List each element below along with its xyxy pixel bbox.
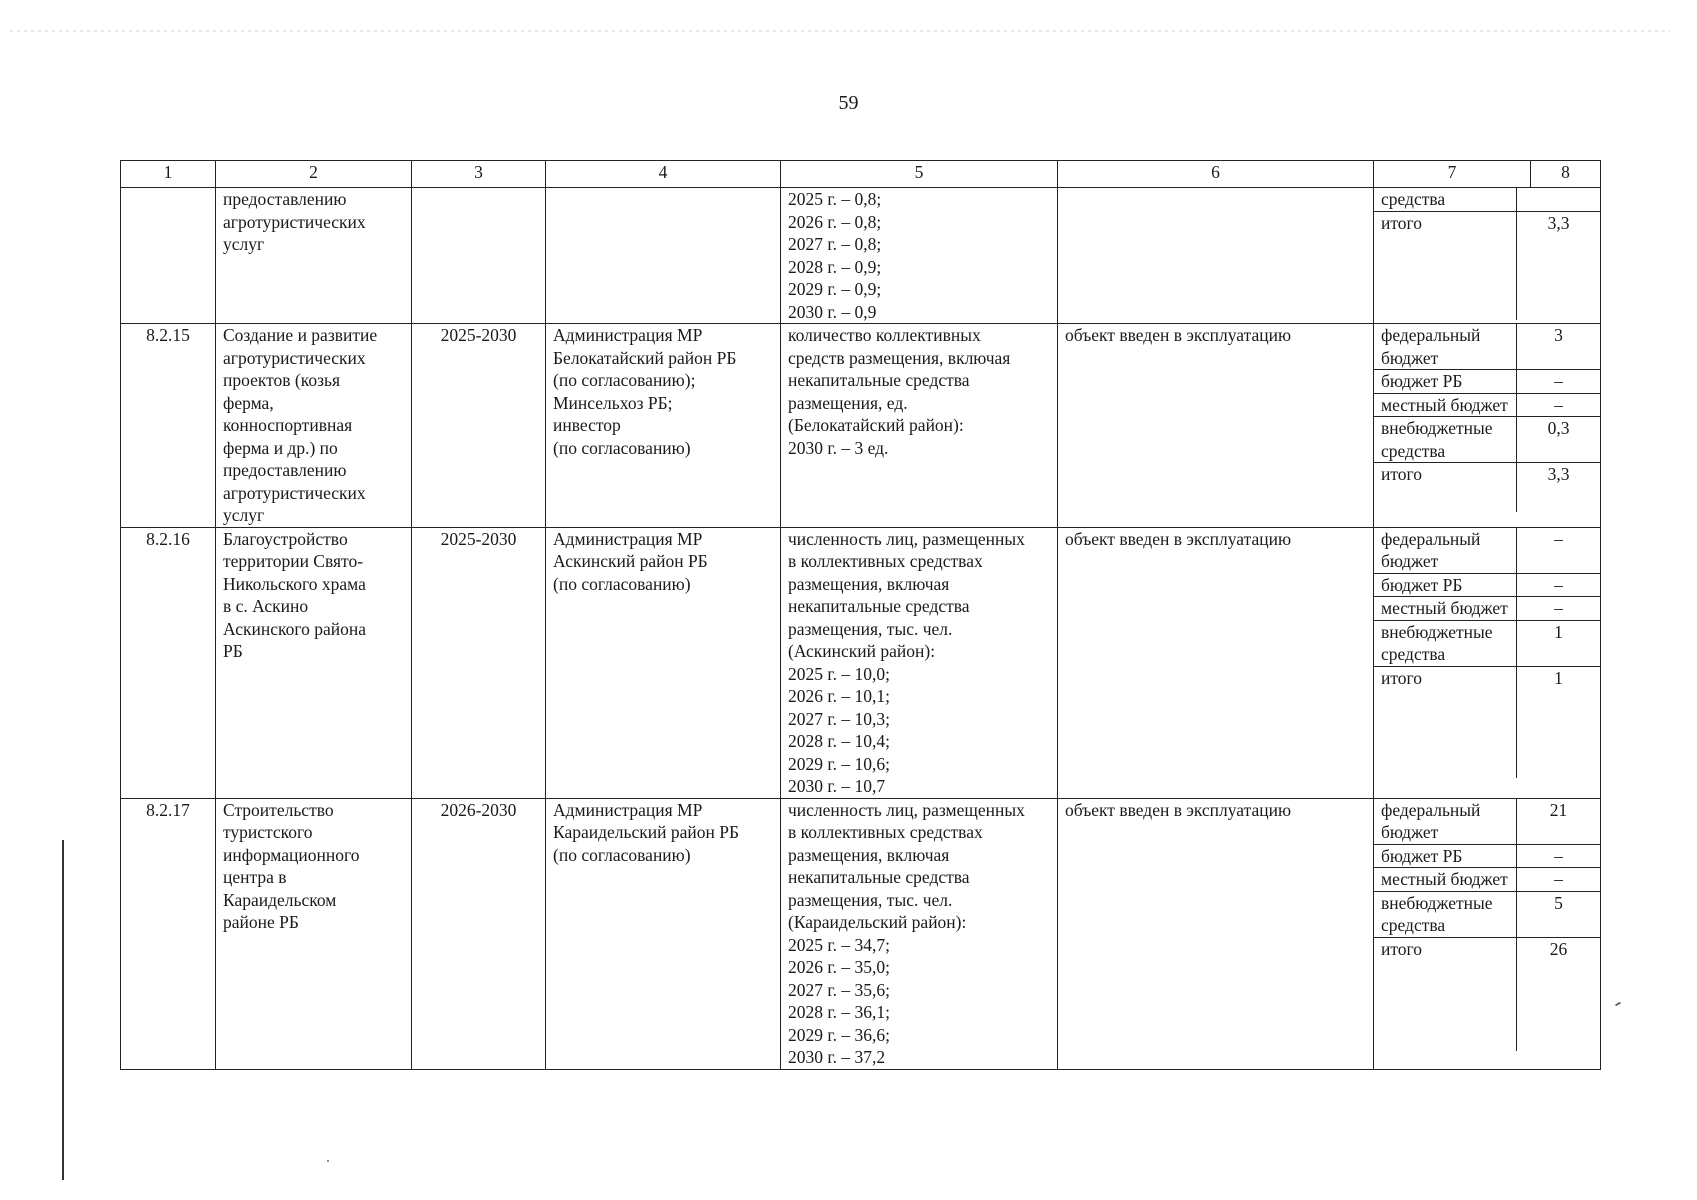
funding-amount: –: [1517, 844, 1601, 868]
measure-indicator: [781, 188, 1058, 324]
measure-name: [216, 527, 412, 798]
indicator-line: 2026 г. – 0,8;: [788, 211, 882, 232]
name-line: предоставлению: [223, 189, 347, 209]
table-row: [121, 324, 1601, 528]
funding-source: федеральный бюджет: [1374, 528, 1517, 574]
funding-row: [1374, 868, 1600, 892]
funding-amount: 26: [1517, 937, 1601, 1051]
indicator-line: в коллективных средствах: [788, 551, 983, 571]
name-line: предоставлению: [223, 460, 347, 480]
measure-indicator: [781, 324, 1058, 528]
indicator-line: некапитальные средства: [788, 867, 970, 887]
indicator-line: 2027 г. – 0,8;: [788, 234, 882, 254]
funding-row: [1374, 844, 1600, 868]
indicator-line: 2030 г. – 10,7: [788, 776, 886, 796]
funding-row: [1374, 891, 1600, 937]
funding-source: федеральный бюджет: [1374, 799, 1517, 845]
executors-line: Аскинский район РБ: [553, 551, 708, 571]
indicator-line: 2029 г. – 10,6;: [788, 753, 890, 774]
executors-line: Администрация МР: [553, 325, 703, 345]
name-line: районе РБ: [223, 912, 299, 932]
executors-line: Администрация МР: [553, 799, 703, 820]
measure-result: объект введен в эксплуатацию: [1058, 798, 1374, 1069]
funding-source: средства: [1374, 188, 1517, 211]
funding-amount: 5: [1517, 891, 1601, 937]
funding-source: местный бюджет: [1374, 868, 1517, 892]
funding-row: [1374, 597, 1600, 621]
funding-amount: 3: [1517, 324, 1601, 370]
funding-source: итого: [1381, 212, 1423, 233]
measure-result: [1058, 188, 1374, 324]
funding-cell: [1374, 188, 1601, 324]
header-cell: 1: [121, 161, 216, 188]
funding-row: [1374, 666, 1600, 778]
indicator-line: 2028 г. – 36,1;: [788, 1002, 890, 1022]
indicator-line: некапитальные средства: [788, 370, 970, 390]
indicator-line: размещения, включая: [788, 844, 950, 865]
indicator-line: 2025 г. – 0,8;: [788, 189, 882, 209]
executors-line: (по согласованию): [553, 844, 691, 865]
name-line: услуг: [223, 505, 265, 525]
name-line: информационного: [223, 844, 360, 865]
funding-amount: –: [1517, 868, 1601, 892]
indicator-line: 2027 г. – 35,6;: [788, 979, 890, 1000]
measure-period: [412, 188, 546, 324]
indicator-line: 2029 г. – 0,9;: [788, 279, 882, 299]
measure-period: 2025-2030: [412, 324, 546, 528]
header-cell: 7: [1447, 162, 1457, 182]
name-line: проектов (козья: [223, 370, 341, 390]
measure-number: 8.2.16: [121, 527, 216, 798]
indicator-line: 2026 г. – 35,0;: [788, 957, 890, 977]
name-line: ферма и др.) по: [223, 437, 338, 458]
funding-amount: 0,3: [1517, 417, 1601, 463]
measure-number: [121, 188, 216, 324]
funding-row: [1374, 211, 1600, 320]
funding-row: [1374, 370, 1600, 394]
indicator-line: 2029 г. – 36,6;: [788, 1024, 890, 1045]
name-line: Аскинского района: [223, 618, 366, 639]
funding-cell: [1374, 527, 1601, 798]
measure-result: объект введен в эксплуатацию: [1058, 527, 1374, 798]
indicator-line: 2025 г. – 34,7;: [788, 934, 890, 955]
indicator-line: (Аскинский район):: [788, 641, 936, 661]
funding-cell: [1374, 798, 1601, 1069]
funding-row: [1374, 324, 1600, 370]
funding-row: [1374, 528, 1600, 574]
name-line: Строительство: [223, 799, 334, 820]
scan-speck: [1615, 1002, 1621, 1007]
funding-row: [1374, 573, 1600, 597]
measure-executors: [546, 527, 781, 798]
funding-amount: 1: [1517, 620, 1601, 666]
funding-amount: –: [1517, 370, 1601, 394]
funding-table: [1374, 324, 1600, 512]
funding-row: [1374, 937, 1600, 1051]
indicator-line: размещения, тыс. чел.: [788, 618, 953, 639]
indicator-line: (Караидельский район):: [788, 912, 967, 932]
indicator-line: 2026 г. – 10,1;: [788, 686, 890, 706]
funding-source: внебюджетные средства: [1374, 891, 1517, 937]
name-line: Создание и развитие: [223, 325, 378, 345]
funding-source: бюджет РБ: [1374, 370, 1517, 394]
scan-speck: [327, 1160, 329, 1162]
header-cell: 3: [412, 161, 546, 188]
executors-line: инвестор: [553, 415, 621, 435]
funding-source: внебюджетные средства: [1374, 620, 1517, 666]
table-row: [121, 798, 1601, 1069]
funding-source: внебюджетные средства: [1374, 417, 1517, 463]
executors-line: Караидельский район РБ: [553, 822, 740, 842]
name-line: агротуристических: [223, 482, 366, 503]
name-line: Никольского храма: [223, 573, 366, 594]
indicator-line: 2028 г. – 0,9;: [788, 256, 882, 277]
funding-amount: –: [1517, 597, 1601, 621]
name-line: услуг: [223, 234, 265, 254]
measure-number: 8.2.15: [121, 324, 216, 528]
funding-row: [1374, 463, 1600, 513]
funding-amount: 3,3: [1517, 211, 1601, 320]
measure-indicator: [781, 798, 1058, 1069]
table-body: [121, 188, 1601, 1070]
funding-source: федеральный бюджет: [1374, 324, 1517, 370]
header-cell: 2: [216, 161, 412, 188]
table-row: [121, 527, 1601, 798]
funding-row: [1374, 393, 1600, 417]
funding-amount: 21: [1517, 799, 1601, 845]
funding-row: [1374, 799, 1600, 845]
funding-amount: 3,3: [1517, 463, 1601, 513]
executors-line: (по согласованию);: [553, 370, 696, 390]
header-cell-funding: [1374, 161, 1601, 188]
name-line: в с. Аскино: [223, 596, 309, 616]
indicator-line: некапитальные средства: [788, 596, 970, 616]
indicator-line: 2027 г. – 10,3;: [788, 708, 890, 729]
name-line: Благоустройство: [223, 528, 348, 549]
measure-indicator: [781, 527, 1058, 798]
measure-executors: [546, 798, 781, 1069]
indicator-line: численность лиц, размещенных: [788, 528, 1025, 549]
funding-source: бюджет РБ: [1374, 844, 1517, 868]
funding-table: [1374, 188, 1600, 320]
funding-source: итого: [1381, 464, 1423, 484]
name-line: агротуристических: [223, 347, 366, 368]
funding-source: итого: [1381, 938, 1423, 959]
funding-amount: –: [1517, 573, 1601, 597]
measure-name: [216, 188, 412, 324]
name-line: территории Свято-: [223, 551, 364, 571]
measure-result: объект введен в эксплуатацию: [1058, 324, 1374, 528]
indicator-line: 2030 г. – 3 ед.: [788, 437, 889, 458]
executors-line: (по согласованию): [553, 437, 691, 458]
measure-executors: [546, 324, 781, 528]
executors-line: (по согласованию): [553, 573, 691, 594]
indicator-line: (Белокатайский район):: [788, 415, 964, 435]
measure-executors: [546, 188, 781, 324]
page-number: 59: [838, 92, 859, 114]
funding-row: [1374, 620, 1600, 666]
executors-line: Администрация МР: [553, 528, 703, 549]
measure-name: [216, 324, 412, 528]
funding-amount: –: [1517, 528, 1601, 574]
scan-edge-line: [62, 840, 64, 1180]
name-line: агротуристических: [223, 211, 366, 232]
name-line: туристского: [223, 822, 313, 842]
funding-amount: 1: [1517, 666, 1601, 778]
name-line: центра в: [223, 867, 287, 887]
funding-source: местный бюджет: [1374, 597, 1517, 621]
indicator-line: численность лиц, размещенных: [788, 799, 1025, 820]
indicator-line: размещения, включая: [788, 573, 950, 594]
header-cell: 4: [546, 161, 781, 188]
header-cell: 6: [1058, 161, 1374, 188]
indicator-line: 2030 г. – 37,2: [788, 1047, 886, 1067]
funding-amount: –: [1517, 393, 1601, 417]
funding-cell: [1374, 324, 1601, 528]
measure-number: 8.2.17: [121, 798, 216, 1069]
funding-row: [1374, 417, 1600, 463]
indicator-line: количество коллективных: [788, 325, 981, 345]
funding-source: итого: [1381, 667, 1423, 688]
funding-row: [1374, 188, 1600, 211]
scan-noise-top: [10, 30, 1670, 32]
funding-table: [1374, 528, 1600, 778]
table-header-row: [121, 161, 1601, 188]
indicator-line: в коллективных средствах: [788, 822, 983, 842]
name-line: ферма,: [223, 392, 274, 413]
measures-table: [120, 160, 1601, 1070]
funding-source: местный бюджет: [1374, 393, 1517, 417]
indicator-line: 2025 г. – 10,0;: [788, 663, 890, 684]
table-row: [121, 188, 1601, 324]
indicator-line: средств размещения, включая: [788, 347, 1011, 368]
executors-line: Белокатайский район РБ: [553, 347, 737, 368]
header-cell: 8: [1531, 161, 1601, 187]
executors-line: Минсельхоз РБ;: [553, 392, 673, 413]
header-cell: 5: [781, 161, 1058, 188]
funding-source: бюджет РБ: [1374, 573, 1517, 597]
measure-name: [216, 798, 412, 1069]
indicator-line: размещения, тыс. чел.: [788, 889, 953, 910]
name-line: конноспортивная: [223, 415, 353, 435]
indicator-line: 2030 г. – 0,9: [788, 301, 877, 322]
name-line: РБ: [223, 641, 243, 661]
measure-period: 2026-2030: [412, 798, 546, 1069]
indicator-line: размещения, ед.: [788, 392, 908, 413]
indicator-line: 2028 г. – 10,4;: [788, 731, 890, 751]
name-line: Караидельском: [223, 889, 337, 910]
measure-period: 2025-2030: [412, 527, 546, 798]
funding-table: [1374, 799, 1600, 1051]
funding-amount: [1517, 188, 1601, 211]
